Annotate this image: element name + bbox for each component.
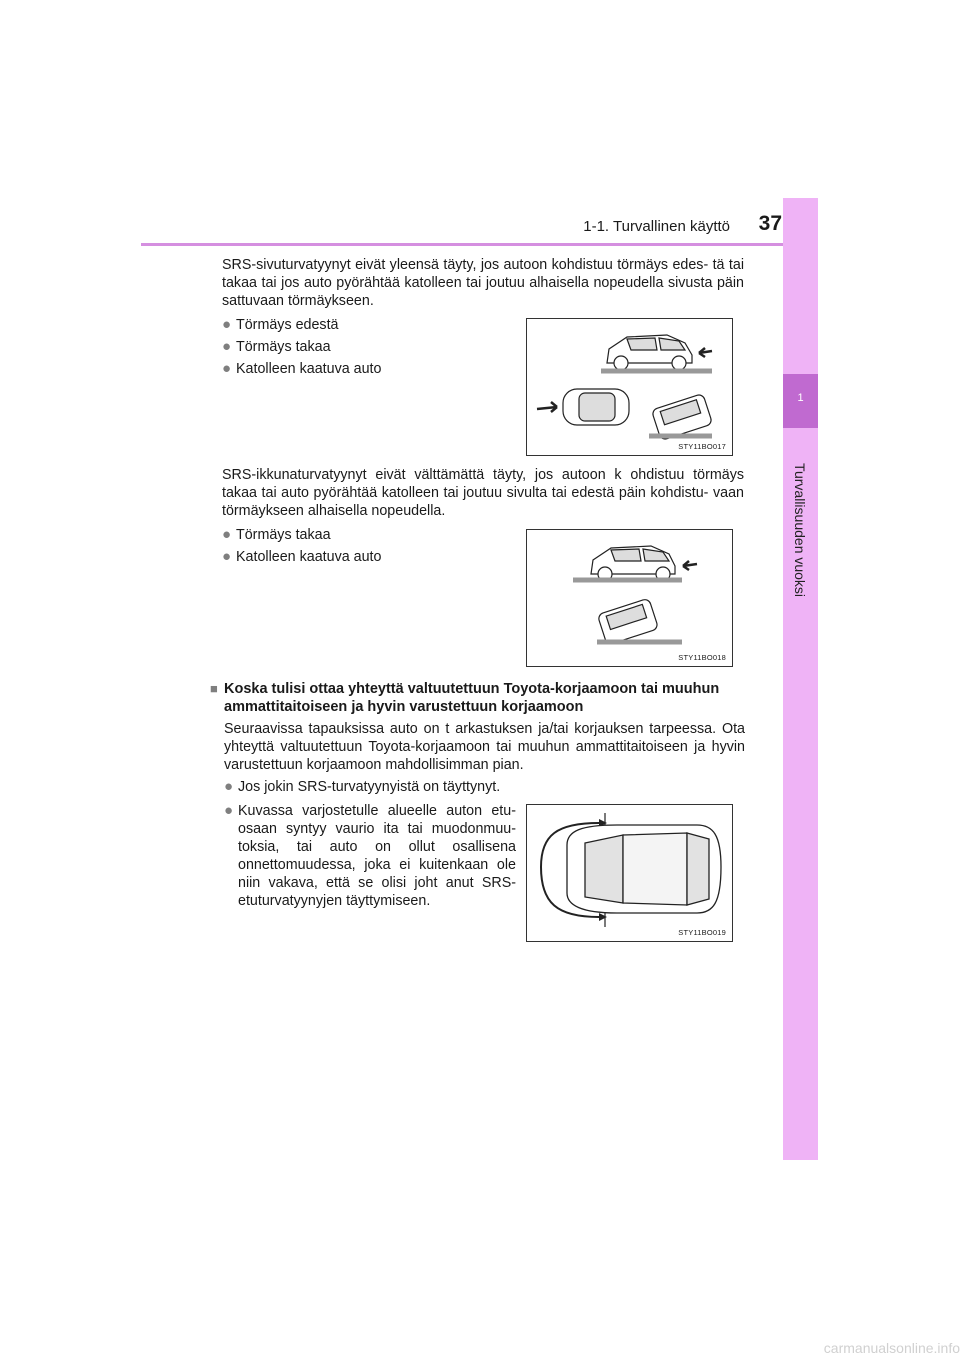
car-top-view-illustration (527, 805, 732, 941)
square-bullet-icon: ■ (210, 681, 218, 696)
chapter-number: 1 (797, 392, 804, 404)
car-side-view-icon (591, 546, 675, 581)
bullet-icon: ● (222, 360, 232, 377)
list-item: ● Kuvassa varjostetulle alueelle auton etu- osaan syntyy vaurio ita tai muodonmuu- toksia, tai auto on ollut osallisena onnettomuudessa, joka ei kuitenkaan ole niin vakava, että se olisi joht anut SRS-etuturvatyynyjen täyttymiseen. (224, 802, 516, 909)
car-collision-illustration (527, 530, 732, 666)
section3-heading: ■ Koska tulisi ottaa yhteyttä valtuutettuun Toyota-korjaamoon tai muuhun ammattitaitoiseen ja hyvin varustettuun korjaamoon (210, 681, 720, 715)
car-top-view-icon (567, 825, 721, 913)
figure-code: STY11BO018 (678, 653, 726, 662)
section2-intro: SRS-ikkunaturvatyynyt eivät välttämättä täyty, jos autoon k ohdistuu törmäys takaa tai auto pyörähtää katolleen tai joutuu sivulta tai edestä päin kohdistu- vaan törmäykseen alhaisella nopeudella. (222, 467, 744, 519)
chapter-side-tab (783, 198, 818, 1160)
figure-code: STY11BO017 (678, 442, 726, 451)
list-item: ● Törmäys takaa (222, 338, 331, 355)
section1-intro: SRS-sivuturvatyynyt eivät yleensä täyty, jos autoon kohdistuu törmäys edes- tä tai takaa tai jos auto pyörähtää katolleen tai joutuu alhaisella nopeudella sivusta päin sattuvaan törmäykseen. (222, 257, 744, 309)
watermark: carmanualsonline.info (823, 1340, 960, 1356)
car-top-view-icon (563, 389, 629, 425)
list-item: ● Törmäys takaa (222, 526, 331, 543)
header-rule (141, 243, 817, 246)
list-item: ● Jos jokin SRS-turvatyynyistä on täyttynyt. (224, 778, 501, 795)
bullet-icon: ● (222, 316, 232, 333)
bullet-icon: ● (222, 548, 232, 565)
figure-collision-types (526, 318, 733, 456)
figure-code: STY11BO019 (678, 928, 726, 937)
bullet-icon: ● (224, 778, 234, 795)
car-rollover-icon (651, 393, 712, 440)
page-number: 37 (758, 212, 782, 235)
bullet-icon: ● (224, 802, 234, 819)
list-item: ● Katolleen kaatuva auto (222, 360, 382, 377)
car-collision-illustration (527, 319, 732, 455)
car-rollover-icon (597, 598, 658, 645)
chapter-label: Turvallisuuden vuoksi (792, 462, 808, 598)
bullet-icon: ● (222, 338, 232, 355)
car-side-view-icon (607, 335, 692, 370)
figure-window-airbag-exceptions (526, 529, 733, 667)
figure-front-damage-area (526, 804, 733, 942)
bullet-icon: ● (222, 526, 232, 543)
section3-intro: Seuraavissa tapauksissa auto on t arkastuksen ja/tai korjauksen tarpeessa. Ota yhteyttä valtuutettuun Toyota-korjaamoon tai muuhun ammattitaitoiseen ja hyvin varustettuun korjaamoon mahdollisimman pian. (224, 721, 745, 773)
section-title: 1-1. Turvallinen käyttö (583, 218, 730, 235)
list-item: ● Törmäys edestä (222, 316, 339, 333)
list-item: ● Katolleen kaatuva auto (222, 548, 382, 565)
